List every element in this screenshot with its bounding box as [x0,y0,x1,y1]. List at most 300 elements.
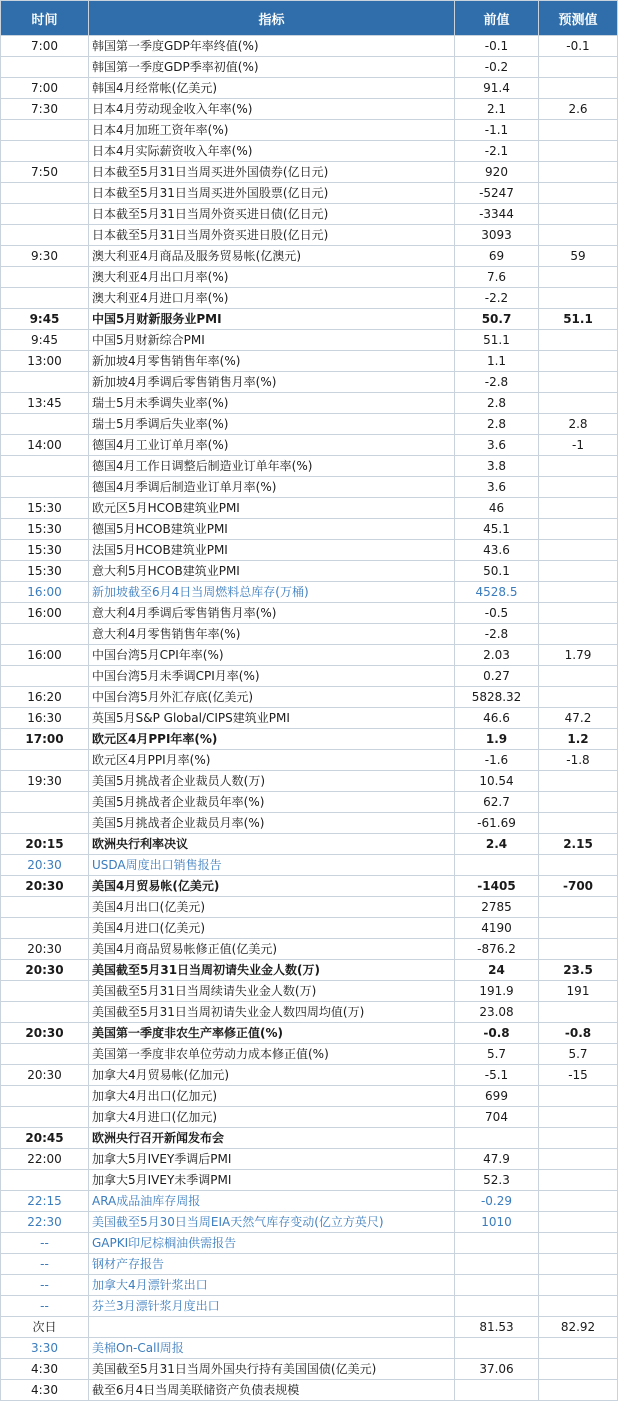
table-row [1,267,618,288]
row-forecast [539,771,618,792]
row-forecast: -700 [539,876,618,897]
table-row [1,351,618,372]
row-forecast [539,1149,618,1170]
row-indicator: 中国台湾5月未季调CPI月率(%) [89,666,455,687]
row-forecast [539,183,618,204]
row-time: 15:30 [1,519,89,540]
row-previous: 191.9 [455,981,539,1002]
table-row [1,1296,618,1317]
row-time [1,141,89,162]
table-row [1,708,618,729]
row-forecast [539,1002,618,1023]
row-time: 7:00 [1,36,89,57]
row-forecast [539,897,618,918]
row-previous: 3.8 [455,456,539,477]
row-time [1,750,89,771]
row-indicator: 瑞士5月未季调失业率(%) [89,393,455,414]
row-indicator: 美国4月进口(亿美元) [89,918,455,939]
row-forecast [539,1128,618,1149]
table-row [1,645,618,666]
table-row [1,1128,618,1149]
table-row [1,855,618,876]
row-time: 16:00 [1,645,89,666]
row-forecast [539,288,618,309]
row-forecast: 2.15 [539,834,618,855]
row-forecast [539,78,618,99]
row-indicator: 欧洲央行利率决议 [89,834,455,855]
table-row [1,624,618,645]
table-row [1,1191,618,1212]
table-row [1,204,618,225]
row-time: -- [1,1233,89,1254]
row-forecast: -15 [539,1065,618,1086]
row-time [1,666,89,687]
row-previous: 62.7 [455,792,539,813]
table-row [1,1254,618,1275]
table-row [1,876,618,897]
row-previous: 2.8 [455,393,539,414]
row-previous: 4528.5 [455,582,539,603]
row-forecast [539,939,618,960]
table-row [1,99,618,120]
row-previous: 3093 [455,225,539,246]
row-forecast [539,1275,618,1296]
row-previous: -0.29 [455,1191,539,1212]
row-time: 9:45 [1,309,89,330]
row-forecast [539,1212,618,1233]
row-previous: -2.8 [455,372,539,393]
row-previous: 5.7 [455,1044,539,1065]
table-row [1,120,618,141]
row-indicator: 截至6月4日当周美联储资产负债表规模 [89,1380,455,1401]
table-row [1,225,618,246]
row-forecast [539,918,618,939]
row-previous: -5247 [455,183,539,204]
row-indicator: 加拿大5月IVEY未季调PMI [89,1170,455,1191]
row-indicator: 意大利4月季调后零售销售月率(%) [89,603,455,624]
table-row [1,729,618,750]
row-forecast [539,1170,618,1191]
row-time: 7:30 [1,99,89,120]
row-previous: -0.5 [455,603,539,624]
header-indicator: 指标 [89,1,455,36]
row-forecast [539,120,618,141]
table-row [1,1086,618,1107]
row-indicator: 美国截至5月31日当周外国央行持有美国国债(亿美元) [89,1359,455,1380]
row-time: 20:30 [1,960,89,981]
table-row [1,1149,618,1170]
row-previous: 81.53 [455,1317,539,1338]
row-indicator: 美国截至5月31日当周续请失业金人数(万) [89,981,455,1002]
row-time: 20:30 [1,855,89,876]
row-time [1,792,89,813]
row-time [1,456,89,477]
row-previous: 46.6 [455,708,539,729]
table-row [1,897,618,918]
row-forecast: 51.1 [539,309,618,330]
row-previous: 69 [455,246,539,267]
row-previous: -2.2 [455,288,539,309]
row-previous: -2.1 [455,141,539,162]
row-time: 13:00 [1,351,89,372]
row-indicator: 美棉On-Call周报 [89,1338,455,1359]
table-row [1,1380,618,1401]
row-forecast [539,372,618,393]
row-time [1,183,89,204]
table-row [1,1212,618,1233]
row-previous: 920 [455,162,539,183]
row-previous: 52.3 [455,1170,539,1191]
row-forecast [539,855,618,876]
row-time: 20:30 [1,939,89,960]
row-forecast [539,519,618,540]
row-forecast [539,57,618,78]
row-time: 15:30 [1,498,89,519]
row-indicator: 日本截至5月31日当周外资买进日股(亿日元) [89,225,455,246]
table-row [1,1170,618,1191]
table-row [1,561,618,582]
row-previous: -61.69 [455,813,539,834]
row-forecast [539,1296,618,1317]
row-previous: 1.1 [455,351,539,372]
row-indicator: 美国截至5月30日当周EIA天然气库存变动(亿立方英尺) [89,1212,455,1233]
row-indicator: 加拿大4月贸易帐(亿加元) [89,1065,455,1086]
table-row [1,1002,618,1023]
table-row [1,666,618,687]
row-previous: 37.06 [455,1359,539,1380]
row-forecast [539,792,618,813]
header-row [1,1,618,36]
row-previous: 51.1 [455,330,539,351]
row-previous: 4190 [455,918,539,939]
row-previous [455,855,539,876]
row-forecast [539,1191,618,1212]
row-previous: 24 [455,960,539,981]
table-row [1,456,618,477]
row-previous: 3.6 [455,435,539,456]
row-forecast [539,351,618,372]
table-row [1,1023,618,1044]
row-time: 次日 [1,1317,89,1338]
table-row [1,498,618,519]
row-forecast: -0.8 [539,1023,618,1044]
row-forecast [539,813,618,834]
row-time: 7:50 [1,162,89,183]
row-indicator: 美国5月挑战者企业裁员年率(%) [89,792,455,813]
row-indicator: 美国截至5月31日当周初请失业金人数(万) [89,960,455,981]
row-time: 16:00 [1,603,89,624]
row-previous: -3344 [455,204,539,225]
row-indicator: 德国4月工作日调整后制造业订单年率(%) [89,456,455,477]
row-time: 15:30 [1,561,89,582]
row-previous: -876.2 [455,939,539,960]
row-time: 20:30 [1,876,89,897]
row-forecast: -1 [539,435,618,456]
table-row [1,834,618,855]
header-previous: 前值 [455,1,539,36]
row-forecast [539,666,618,687]
row-time: 16:00 [1,582,89,603]
row-indicator: 中国5月财新综合PMI [89,330,455,351]
row-previous: 1010 [455,1212,539,1233]
row-indicator: USDA周度出口销售报告 [89,855,455,876]
row-forecast [539,330,618,351]
row-forecast [539,1338,618,1359]
row-indicator: 中国5月财新服务业PMI [89,309,455,330]
row-previous [455,1338,539,1359]
row-time: 22:30 [1,1212,89,1233]
row-previous: -1405 [455,876,539,897]
row-forecast [539,141,618,162]
row-time [1,204,89,225]
row-previous: -2.8 [455,624,539,645]
row-previous: -1.6 [455,750,539,771]
row-time: 19:30 [1,771,89,792]
row-forecast: 1.2 [539,729,618,750]
row-indicator: 韩国第一季度GDP季率初值(%) [89,57,455,78]
table-row [1,141,618,162]
row-previous: 2.03 [455,645,539,666]
row-previous [455,1128,539,1149]
row-indicator: 德国4月工业订单月率(%) [89,435,455,456]
table-row [1,792,618,813]
row-indicator [89,1317,455,1338]
row-indicator: 新加坡截至6月4日当周燃料总库存(万桶) [89,582,455,603]
table-row [1,687,618,708]
row-indicator: 韩国第一季度GDP年率终值(%) [89,36,455,57]
row-time [1,267,89,288]
row-previous: 43.6 [455,540,539,561]
row-time [1,477,89,498]
row-previous: 50.7 [455,309,539,330]
table-row [1,1065,618,1086]
row-time [1,624,89,645]
header-forecast: 预测值 [539,1,618,36]
row-time [1,918,89,939]
row-indicator: 英国5月S&P Global/CIPS建筑业PMI [89,708,455,729]
header-time: 时间 [1,1,89,36]
row-previous [455,1380,539,1401]
table-row [1,540,618,561]
row-time: 22:00 [1,1149,89,1170]
row-time [1,372,89,393]
row-indicator: 意大利4月零售销售年率(%) [89,624,455,645]
row-time [1,1170,89,1191]
row-indicator: 美国截至5月31日当周初请失业金人数四周均值(万) [89,1002,455,1023]
table-row [1,603,618,624]
row-indicator: 美国4月商品贸易帐修正值(亿美元) [89,939,455,960]
row-forecast [539,498,618,519]
row-indicator: 美国5月挑战者企业裁员人数(万) [89,771,455,792]
row-indicator: 日本截至5月31日当周买进外国股票(亿日元) [89,183,455,204]
row-previous: 1.9 [455,729,539,750]
table-row [1,78,618,99]
row-forecast: 2.8 [539,414,618,435]
row-time: 14:00 [1,435,89,456]
row-time: 7:00 [1,78,89,99]
row-indicator: 日本4月实际薪资收入年率(%) [89,141,455,162]
row-previous: -0.8 [455,1023,539,1044]
row-previous [455,1275,539,1296]
row-previous: 2.1 [455,99,539,120]
row-previous: 2785 [455,897,539,918]
row-indicator: 日本截至5月31日当周买进外国债券(亿日元) [89,162,455,183]
row-time: 20:30 [1,1065,89,1086]
row-indicator: 中国台湾5月外汇存底(亿美元) [89,687,455,708]
row-previous [455,1296,539,1317]
row-forecast [539,1233,618,1254]
row-time: 16:20 [1,687,89,708]
row-time: 20:30 [1,1023,89,1044]
row-previous: -5.1 [455,1065,539,1086]
row-forecast [539,561,618,582]
row-time [1,897,89,918]
table-row [1,1317,618,1338]
row-forecast [539,540,618,561]
row-time [1,1044,89,1065]
row-previous: 2.4 [455,834,539,855]
row-time [1,813,89,834]
row-indicator: 欧元区4月PPI月率(%) [89,750,455,771]
table-row [1,519,618,540]
row-forecast [539,582,618,603]
row-indicator: 加拿大5月IVEY季调后PMI [89,1149,455,1170]
row-forecast: 47.2 [539,708,618,729]
row-previous [455,1254,539,1275]
row-forecast: 191 [539,981,618,1002]
row-time [1,57,89,78]
row-indicator: 加拿大4月进口(亿加元) [89,1107,455,1128]
row-previous: 91.4 [455,78,539,99]
row-forecast [539,1254,618,1275]
table-row [1,582,618,603]
row-previous: 704 [455,1107,539,1128]
row-previous: 699 [455,1086,539,1107]
row-forecast [539,204,618,225]
row-forecast [539,1107,618,1128]
table-row [1,813,618,834]
row-time: -- [1,1296,89,1317]
table-row [1,750,618,771]
row-time [1,1002,89,1023]
row-previous: 10.54 [455,771,539,792]
row-previous: 50.1 [455,561,539,582]
row-indicator: 加拿大4月出口(亿加元) [89,1086,455,1107]
row-indicator: 新加坡4月零售销售年率(%) [89,351,455,372]
row-indicator: 加拿大4月漂针浆出口 [89,1275,455,1296]
row-indicator: 欧元区4月PPI年率(%) [89,729,455,750]
row-previous: 23.08 [455,1002,539,1023]
row-indicator: 日本截至5月31日当周外资买进日债(亿日元) [89,204,455,225]
table-row [1,183,618,204]
row-forecast [539,1086,618,1107]
row-previous: 3.6 [455,477,539,498]
row-previous: 7.6 [455,267,539,288]
row-forecast [539,687,618,708]
row-time [1,1107,89,1128]
table-row [1,36,618,57]
row-previous: -0.2 [455,57,539,78]
table-row [1,1233,618,1254]
table-row [1,330,618,351]
row-forecast: 23.5 [539,960,618,981]
row-indicator: 中国台湾5月CPI年率(%) [89,645,455,666]
table-row [1,246,618,267]
row-time: 16:30 [1,708,89,729]
row-indicator: 美国第一季度非农单位劳动力成本修正值(%) [89,1044,455,1065]
table-row [1,1338,618,1359]
table-row [1,960,618,981]
row-forecast [539,162,618,183]
row-forecast [539,393,618,414]
row-previous: 47.9 [455,1149,539,1170]
row-indicator: ARA成品油库存周报 [89,1191,455,1212]
row-indicator: 意大利5月HCOB建筑业PMI [89,561,455,582]
table-row [1,162,618,183]
row-indicator: 法国5月HCOB建筑业PMI [89,540,455,561]
table-row [1,1044,618,1065]
row-forecast [539,267,618,288]
table-row [1,771,618,792]
row-forecast [539,624,618,645]
row-time [1,1086,89,1107]
table-row [1,1107,618,1128]
row-time [1,288,89,309]
row-time [1,981,89,1002]
row-forecast: 1.79 [539,645,618,666]
row-time: 4:30 [1,1380,89,1401]
table-row [1,1359,618,1380]
table-row [1,981,618,1002]
row-indicator: 美国第一季度非农生产率修正值(%) [89,1023,455,1044]
row-indicator: 韩国4月经常帐(亿美元) [89,78,455,99]
row-forecast: 2.6 [539,99,618,120]
row-indicator: 日本4月加班工资年率(%) [89,120,455,141]
row-time: 15:30 [1,540,89,561]
row-time: 3:30 [1,1338,89,1359]
row-previous: 0.27 [455,666,539,687]
row-forecast [539,1359,618,1380]
row-time: -- [1,1254,89,1275]
row-forecast [539,603,618,624]
table-row [1,939,618,960]
row-indicator: GAPKI印尼棕榈油供需报告 [89,1233,455,1254]
row-time: 20:45 [1,1128,89,1149]
table-row [1,288,618,309]
row-time [1,120,89,141]
row-time: 4:30 [1,1359,89,1380]
row-forecast [539,1380,618,1401]
row-forecast: 59 [539,246,618,267]
table-row [1,372,618,393]
row-time [1,225,89,246]
row-indicator: 美国5月挑战者企业裁员月率(%) [89,813,455,834]
row-indicator: 澳大利亚4月进口月率(%) [89,288,455,309]
row-indicator: 德国4月季调后制造业订单月率(%) [89,477,455,498]
row-previous: -1.1 [455,120,539,141]
row-indicator: 美国4月贸易帐(亿美元) [89,876,455,897]
table-row [1,435,618,456]
row-indicator: 瑞士5月季调后失业率(%) [89,414,455,435]
row-time [1,414,89,435]
table-row [1,918,618,939]
row-forecast [539,225,618,246]
row-indicator: 欧洲央行召开新闻发布会 [89,1128,455,1149]
row-time: 22:15 [1,1191,89,1212]
row-indicator: 芬兰3月漂针浆月度出口 [89,1296,455,1317]
row-time: 9:45 [1,330,89,351]
row-indicator: 澳大利亚4月出口月率(%) [89,267,455,288]
